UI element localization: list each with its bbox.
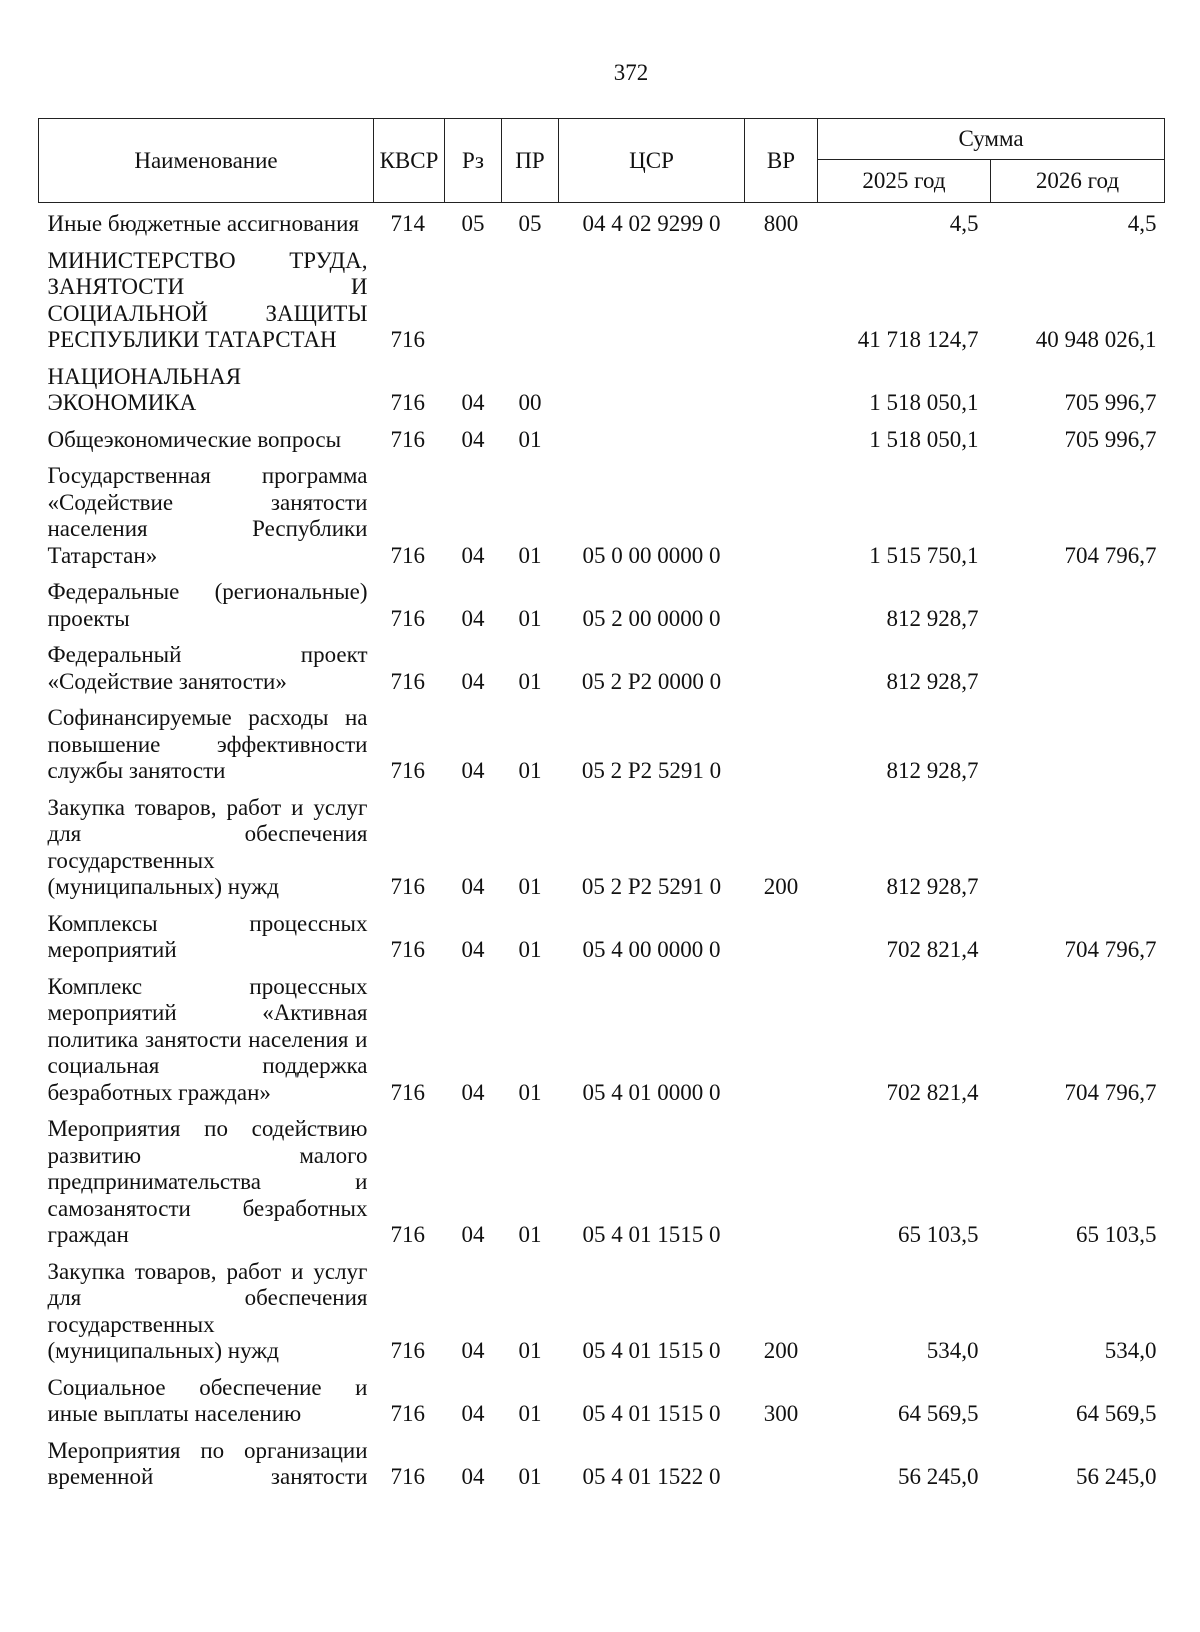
row-vr: 800 [763, 211, 799, 236]
row-csr [559, 354, 745, 417]
row-name: НАЦИОНАЛЬНАЯ ЭКОНОМИКА [47, 363, 242, 415]
row-rz: 04 [461, 1079, 485, 1105]
row-name: Мероприятия по организации временной занятости [47, 1437, 368, 1489]
row-sum-2025: 534,0 [926, 1338, 979, 1363]
row-csr: 04 4 02 9299 0 [582, 211, 721, 236]
row-csr: 05 2 Р2 0000 0 [581, 668, 722, 694]
row-rz: 04 [461, 758, 485, 783]
row-kvsr: 716 [390, 1401, 425, 1426]
table-row [39, 695, 1165, 785]
row-name: Иные бюджетные ассигнования [47, 211, 359, 236]
row-vr: 300 [763, 1401, 799, 1426]
row-csr: 05 2 Р2 5291 0 [581, 758, 722, 783]
row-vr [745, 632, 818, 695]
table-row [39, 901, 1165, 964]
table-body [39, 203, 1165, 1491]
row-name: Закупка товаров, работ и услуг для обеспечения государственных (муниципальных) нужд [47, 794, 368, 899]
row-sum-2025: 812 928,7 [886, 668, 979, 694]
row-rz: 04 [461, 1222, 485, 1247]
table-row [39, 1249, 1165, 1365]
row-kvsr: 714 [390, 211, 425, 236]
row-name: Комплекс процессных мероприятий «Активная политика занятости населения и социальная поддержка безработных граждан» [47, 973, 368, 1105]
row-sum-2026 [991, 695, 1165, 785]
row-pr: 01 [518, 1401, 542, 1426]
row-sum-2026: 704 796,7 [1064, 542, 1157, 568]
row-pr: 01 [518, 758, 542, 783]
row-pr: 01 [518, 1464, 542, 1489]
row-sum-2025: 1 518 050,1 [869, 390, 979, 415]
row-kvsr: 716 [390, 1222, 425, 1247]
row-vr [745, 964, 818, 1107]
row-sum-2026 [991, 632, 1165, 695]
row-pr: 01 [518, 1079, 542, 1105]
row-csr: 05 4 01 1515 0 [582, 1222, 721, 1247]
row-kvsr: 716 [390, 874, 425, 899]
row-csr: 05 0 00 0000 0 [582, 542, 721, 568]
row-sum-2026: 4,5 [1127, 211, 1157, 236]
row-vr [745, 901, 818, 964]
page-number: 372 [613, 60, 649, 85]
row-sum-2025: 41 718 124,7 [857, 327, 979, 352]
row-kvsr: 716 [390, 668, 425, 694]
row-rz [445, 238, 502, 354]
row-sum-2025: 1 518 050,1 [869, 426, 979, 452]
row-kvsr: 716 [390, 327, 425, 352]
row-rz: 04 [461, 937, 485, 962]
header-year-2026: 2026 год [991, 160, 1165, 203]
row-vr [745, 1106, 818, 1249]
row-rz: 04 [461, 605, 485, 631]
row-rz: 04 [461, 668, 485, 694]
row-csr: 05 4 01 1522 0 [582, 1464, 721, 1489]
row-pr: 05 [518, 211, 542, 236]
header-name: Наименование [39, 119, 374, 203]
row-sum-2025: 812 928,7 [886, 605, 979, 631]
row-sum-2026: 705 996,7 [1064, 390, 1157, 415]
header-year-2025: 2025 год [818, 160, 991, 203]
row-pr: 01 [518, 426, 542, 452]
row-vr [745, 417, 818, 454]
row-kvsr: 716 [390, 605, 425, 631]
row-name: Софинансируемые расходы на повышение эффективности службы занятости [47, 705, 368, 783]
budget-table [38, 118, 1165, 1491]
row-sum-2025: 812 928,7 [886, 758, 979, 783]
row-sum-2026: 40 948 026,1 [1035, 327, 1157, 352]
row-pr: 01 [518, 1338, 542, 1363]
row-rz: 04 [461, 1464, 485, 1489]
row-name: Социальное обеспечение и иные выплаты населению [47, 1374, 368, 1426]
row-rz: 04 [461, 874, 485, 899]
row-sum-2025: 702 821,4 [886, 937, 979, 962]
table-row [39, 569, 1165, 632]
header-rz: Рз [445, 119, 502, 203]
row-pr: 01 [518, 937, 542, 962]
table-row [39, 632, 1165, 695]
row-name: Федеральный проект «Содействие занятости» [47, 642, 368, 694]
row-sum-2026: 65 103,5 [1076, 1222, 1157, 1247]
row-csr: 05 4 00 0000 0 [582, 937, 721, 962]
row-pr: 00 [518, 390, 542, 415]
row-csr [559, 417, 745, 454]
header-sum: Сумма [818, 119, 1165, 160]
row-sum-2025: 64 569,5 [898, 1401, 979, 1426]
table-row [39, 417, 1165, 454]
row-sum-2026: 704 796,7 [1064, 937, 1157, 962]
row-kvsr: 716 [390, 390, 425, 415]
row-kvsr: 716 [390, 758, 425, 783]
table-row [39, 1428, 1165, 1491]
row-sum-2025: 702 821,4 [886, 1079, 979, 1105]
row-name: Федеральные (региональные) проекты [47, 579, 368, 631]
header-csr: ЦСР [559, 119, 745, 203]
row-kvsr: 716 [390, 937, 425, 962]
table-row [39, 203, 1165, 238]
header-vr: ВР [745, 119, 818, 203]
row-vr [745, 238, 818, 354]
row-pr: 01 [518, 1222, 542, 1247]
row-pr [502, 238, 559, 354]
row-name: Мероприятия по содействию развитию малого предпринимательства и самозанятости безработных граждан [47, 1116, 368, 1247]
row-vr [745, 695, 818, 785]
table-row [39, 1365, 1165, 1428]
row-name: МИНИСТЕРСТВО ТРУДА, ЗАНЯТОСТИ И СОЦИАЛЬНОЙ ЗАЩИТЫ РЕСПУБЛИКИ ТАТАРСТАН [47, 247, 368, 352]
row-sum-2025: 1 515 750,1 [869, 542, 979, 568]
row-sum-2025: 56 245,0 [898, 1464, 979, 1489]
row-rz: 04 [461, 390, 485, 415]
header-kvsr: КВСР [374, 119, 445, 203]
row-sum-2026: 534,0 [1104, 1338, 1157, 1363]
row-sum-2025: 812 928,7 [886, 874, 979, 899]
row-csr: 05 4 01 1515 0 [582, 1338, 721, 1363]
row-vr [745, 354, 818, 417]
row-vr [745, 569, 818, 632]
row-kvsr: 716 [390, 1338, 425, 1363]
row-sum-2026: 704 796,7 [1064, 1079, 1157, 1105]
row-csr: 05 4 01 0000 0 [582, 1079, 721, 1105]
row-pr: 01 [518, 542, 542, 568]
row-rz: 04 [461, 542, 485, 568]
row-vr: 200 [763, 874, 799, 899]
header-pr: ПР [502, 119, 559, 203]
row-rz: 04 [461, 1401, 485, 1426]
row-sum-2026: 705 996,7 [1064, 426, 1157, 452]
row-pr: 01 [518, 874, 542, 899]
table-row [39, 453, 1165, 569]
row-vr [745, 1428, 818, 1491]
row-sum-2026: 56 245,0 [1076, 1464, 1157, 1489]
row-sum-2025: 65 103,5 [898, 1222, 979, 1247]
row-sum-2026 [991, 785, 1165, 901]
table-row [39, 964, 1165, 1107]
row-rz: 04 [461, 1338, 485, 1363]
row-rz: 05 [461, 211, 485, 236]
table-row [39, 1106, 1165, 1249]
row-kvsr: 716 [390, 542, 425, 568]
row-kvsr: 716 [390, 426, 425, 452]
row-name: Комплексы процессных мероприятий [47, 910, 368, 962]
row-name: Закупка товаров, работ и услуг для обеспечения государственных (муниципальных) нужд [47, 1258, 368, 1363]
table-row [39, 354, 1165, 417]
row-csr: 05 4 01 1515 0 [582, 1401, 721, 1426]
row-vr [745, 453, 818, 569]
row-vr: 200 [763, 1338, 799, 1363]
row-csr: 05 2 Р2 5291 0 [581, 874, 722, 899]
row-sum-2026 [991, 569, 1165, 632]
row-pr: 01 [518, 605, 542, 631]
row-sum-2026: 64 569,5 [1076, 1401, 1157, 1426]
row-name: Общеэкономические вопросы [47, 426, 342, 452]
row-csr [559, 238, 745, 354]
row-csr: 05 2 00 0000 0 [582, 605, 721, 631]
row-rz: 04 [461, 426, 485, 452]
row-kvsr: 716 [390, 1464, 425, 1489]
row-pr: 01 [518, 668, 542, 694]
row-sum-2025: 4,5 [949, 211, 979, 236]
table-header [39, 119, 1165, 203]
row-name: Государственная программа «Содействие занятости населения Республики Татарстан» [47, 463, 368, 568]
row-kvsr: 716 [390, 1079, 425, 1105]
table-row [39, 238, 1165, 354]
table-row [39, 785, 1165, 901]
